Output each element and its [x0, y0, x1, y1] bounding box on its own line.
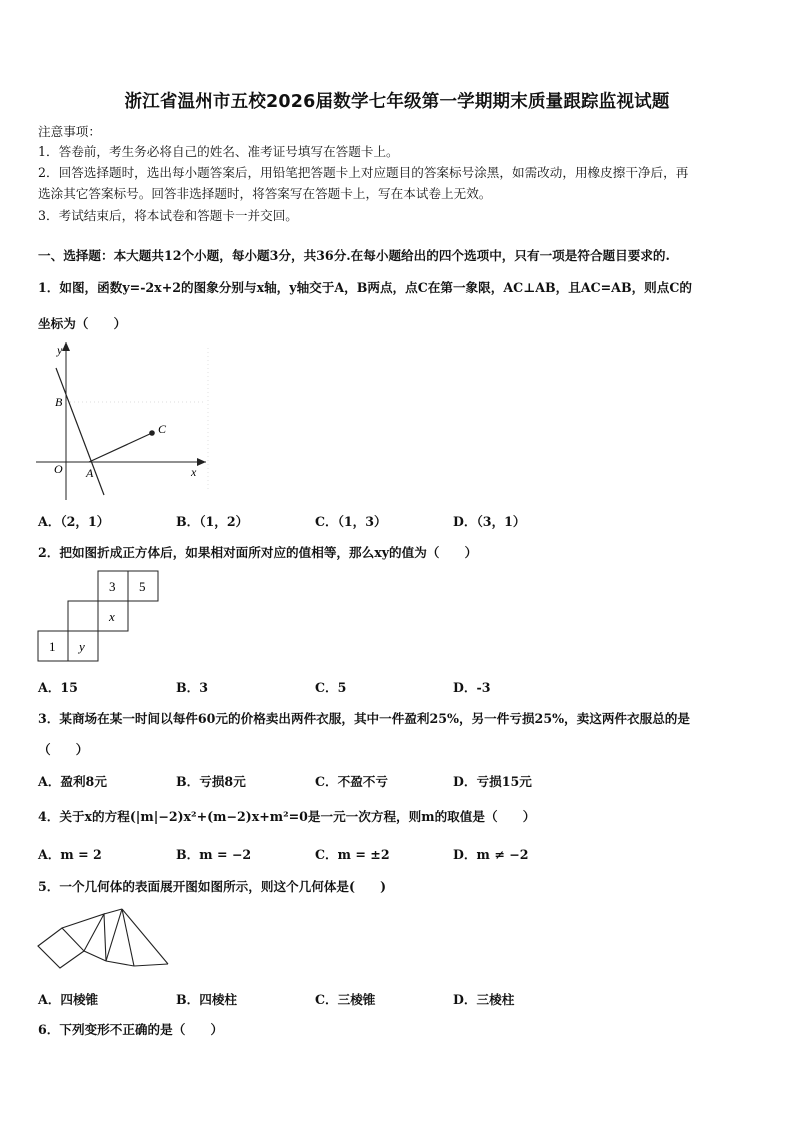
x-axis-label: x: [191, 465, 197, 479]
net-cell-x: x: [109, 609, 115, 624]
q1-option-a: A．（2，1）: [38, 514, 110, 529]
q2-option-d: D．-3: [453, 680, 491, 695]
question-4-text: 4．关于x的方程(|m|−2)x²+(m−2)x+m²=0是一元一次方程，则m的取值是（ ）: [38, 809, 536, 824]
q1-option-b: B．（1，2）: [176, 514, 249, 529]
q3-option-b: B．亏损8元: [176, 774, 246, 789]
q3-option-c: C．不盈不亏: [315, 774, 388, 789]
question-2-text: 2．把如图折成正方体后，如果相对面所对应的值相等，那么xy的值为（ ）: [38, 545, 478, 560]
question-5-net-figure: [36, 906, 172, 976]
q5-option-d: D．三棱柱: [453, 992, 515, 1007]
q4-option-c: C．m = ±2: [315, 847, 390, 862]
section-heading: 一、选择题：本大题共12个小题，每小题3分，共36分.在每小题给出的四个选项中，只有一项是符合题目要求的.: [38, 248, 670, 263]
q5-option-a: A．四棱锥: [38, 992, 99, 1007]
net-cell-3: 3: [109, 579, 116, 594]
question-3-text-cont: （ ）: [38, 742, 89, 757]
q5-option-b: B．四棱柱: [176, 992, 238, 1007]
question-5-text: 5．一个几何体的表面展开图如图所示，则这个几何体是( ): [38, 879, 387, 894]
notice-heading: 注意事项：: [38, 124, 101, 139]
q3-option-a: A．盈利8元: [38, 774, 107, 789]
question-2-cube-net: [36, 569, 160, 663]
question-3-text: 3．某商场在某一时间以每件60元的价格卖出两件衣服，其中一件盈利25%，另一件亏损25%，卖这两件衣服总的是: [38, 711, 690, 726]
notice-item-2: 2．回答选择题时，选出每小题答案后，用铅笔把答题卡上对应题目的答案标号涂黑，如需改动，用橡皮擦干净后，再: [38, 165, 689, 180]
question-6-text: 6．下列变形不正确的是（ ）: [38, 1022, 224, 1037]
net-cell-1: 1: [49, 639, 56, 654]
page-title: 浙江省温州市五校2026届数学七年级第一学期期末质量跟踪监视试题: [124, 92, 670, 112]
origin-label: O: [54, 462, 63, 476]
question-1-text: 1．如图，函数y=-2x+2的图象分别与x轴，y轴交于A，B两点，点C在第一象限，AC⊥AB，且AC=AB，则点C的: [38, 280, 692, 295]
point-a-label: A: [86, 466, 94, 480]
q3-option-d: D．亏损15元: [453, 774, 532, 789]
notice-item-3: 3．考试结束后，将本试卷和答题卡一并交回。: [38, 208, 298, 223]
net-cell-y: y: [79, 639, 85, 654]
q5-option-c: C．三棱锥: [315, 992, 376, 1007]
notice-item-2-cont: 选涂其它答案标号。回答非选择题时，将答案写在答题卡上，写在本试卷上无效。: [38, 186, 492, 201]
q1-option-c: C．（1，3）: [315, 514, 387, 529]
y-axis-label: y: [57, 343, 63, 357]
q2-option-a: A．15: [38, 680, 78, 695]
net-cell-5: 5: [139, 579, 146, 594]
question-1-text-cont: 坐标为（ ）: [38, 316, 127, 331]
q2-option-c: C．5: [315, 680, 347, 695]
point-c-label: C: [158, 422, 167, 436]
q4-option-b: B．m = −2: [176, 847, 252, 862]
notice-item-1: 1．答卷前，考生务必将自己的姓名、准考证号填写在答题卡上。: [38, 144, 399, 159]
question-1-figure: [36, 340, 216, 500]
q1-option-d: D．（3，1）: [453, 514, 526, 529]
q4-option-a: A．m = 2: [38, 847, 102, 862]
q2-option-b: B．3: [176, 680, 209, 695]
point-b-label: B: [55, 395, 63, 409]
q4-option-d: D．m ≠ −2: [453, 847, 529, 862]
